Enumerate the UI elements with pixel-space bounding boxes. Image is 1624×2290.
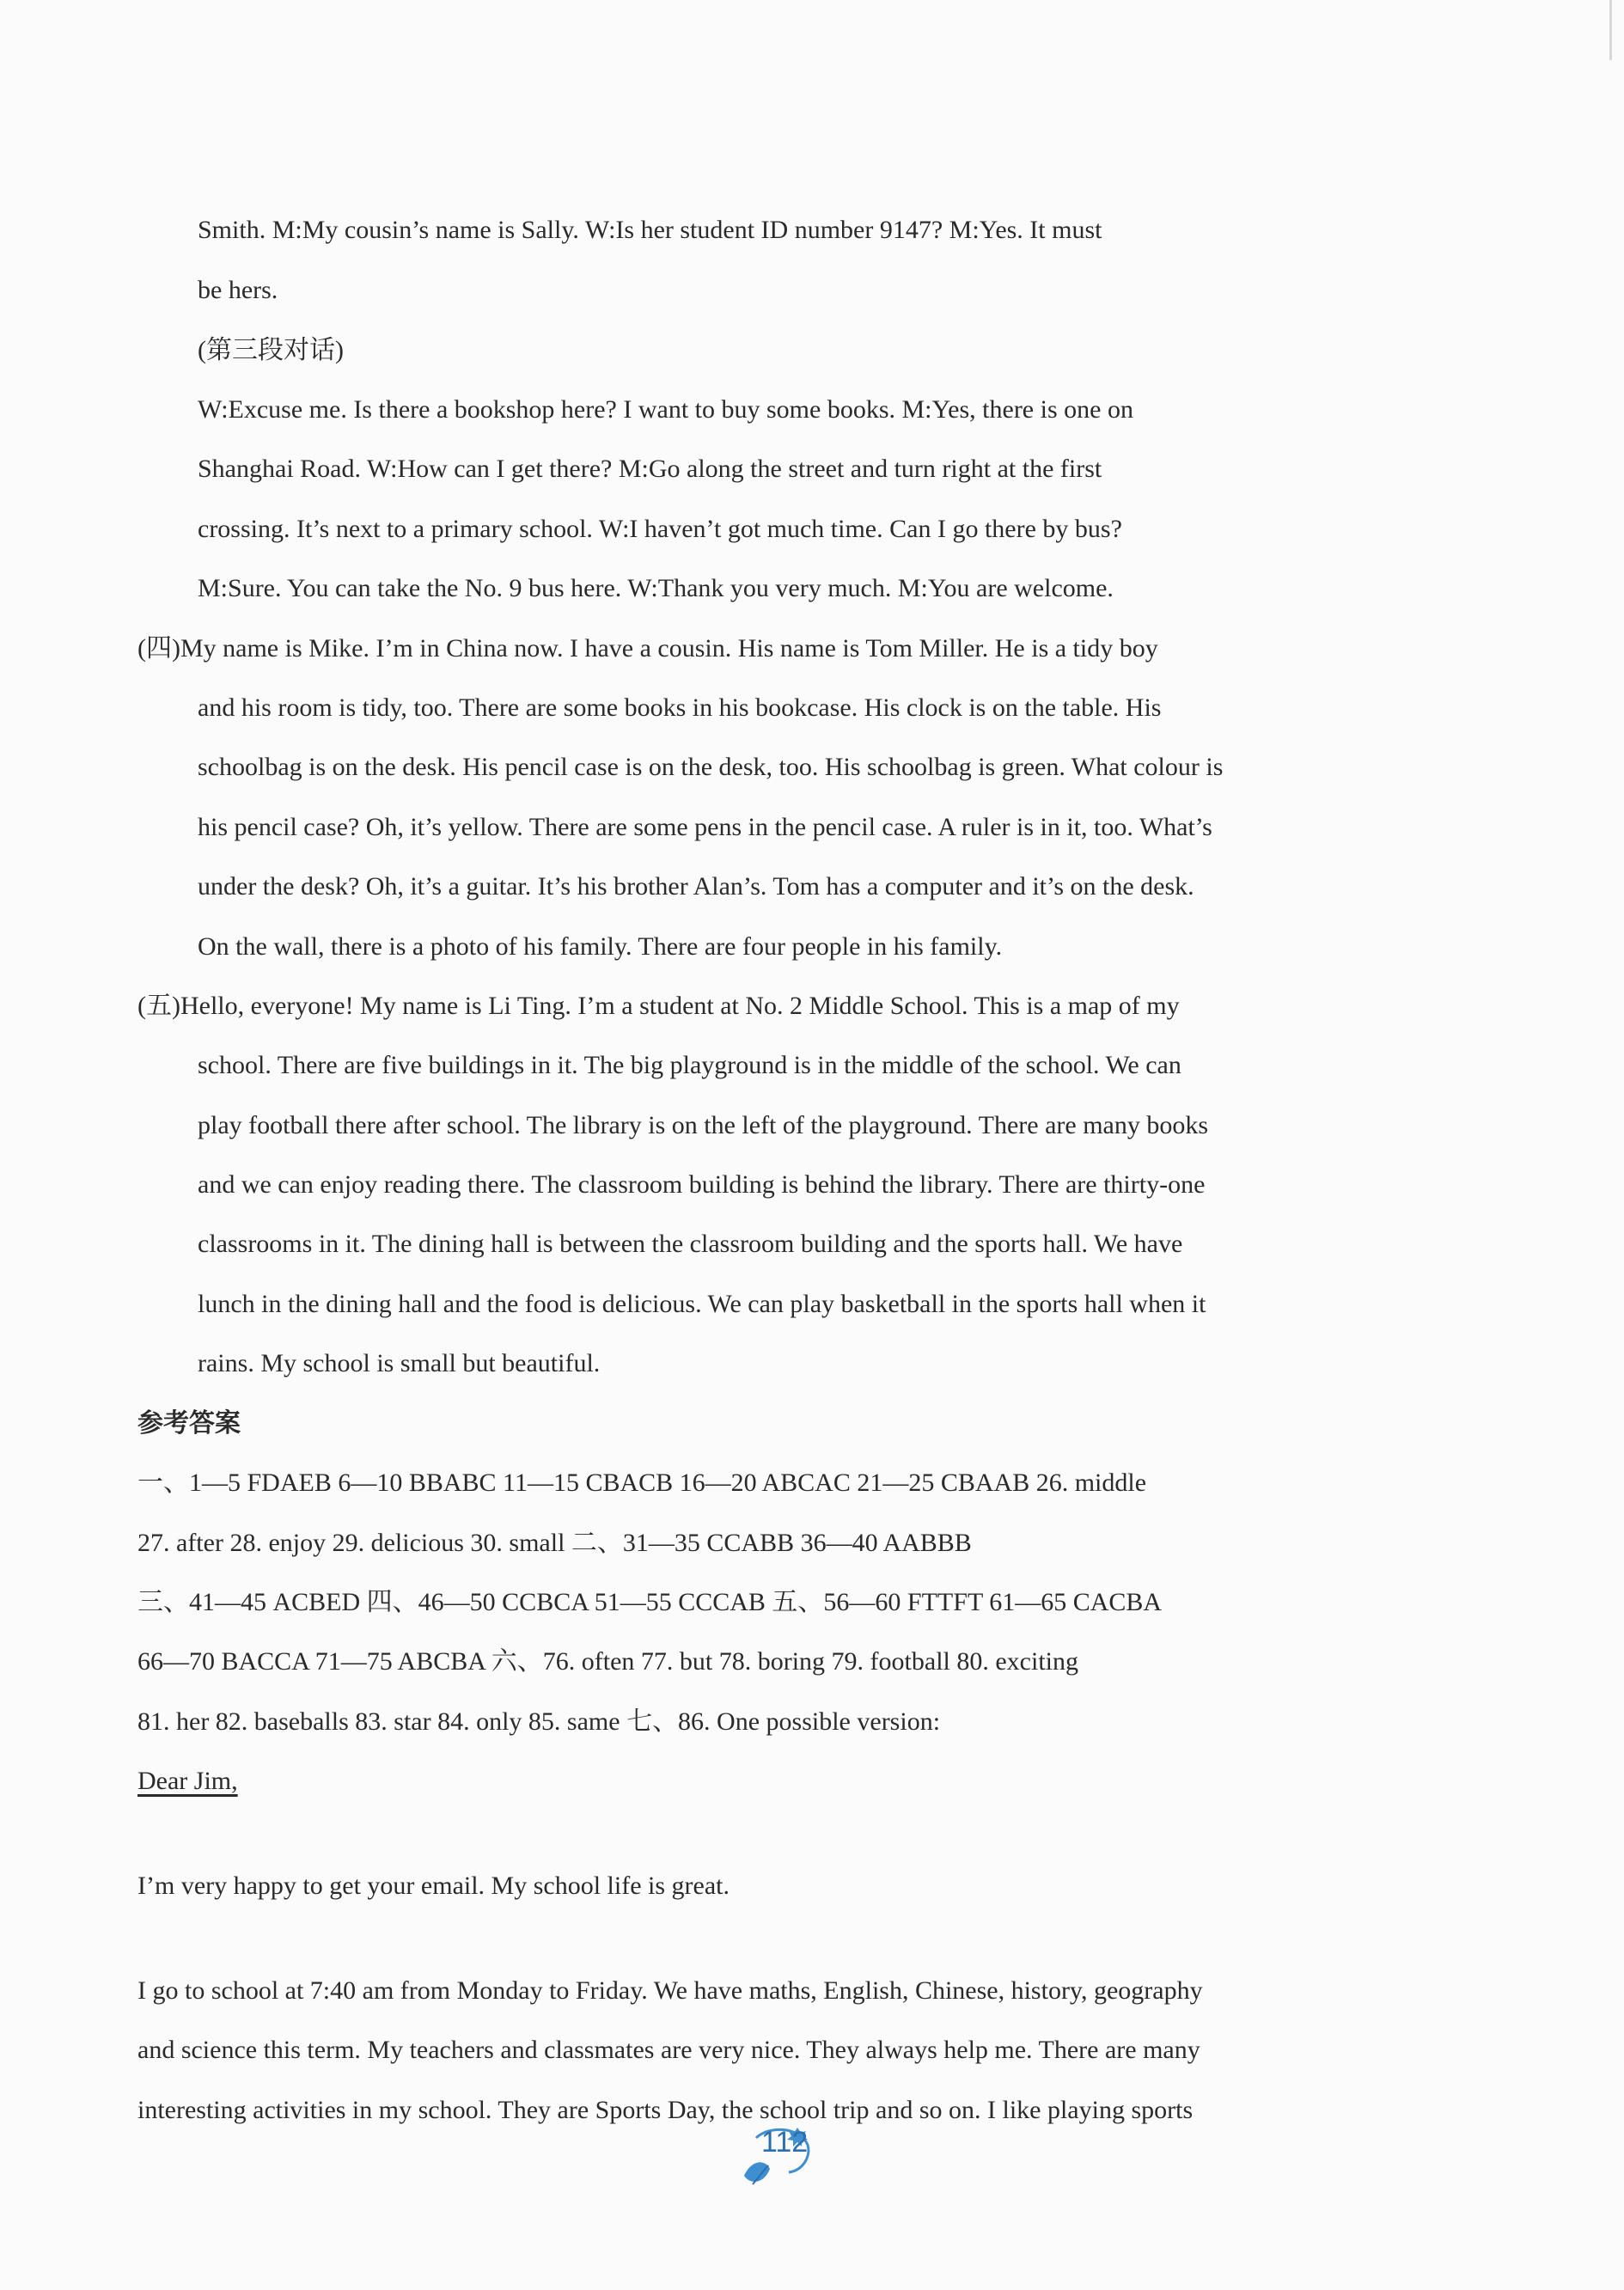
transcript-line: (五)Hello, everyone! My name is Li Ting. I’m a student at No. 2 Middle School. This is a map of my (137, 992, 1180, 1020)
letter-line: I go to school at 7:40 am from Monday to Friday. We have maths, English, Chinese, history, geography (137, 1976, 1203, 2005)
transcript-line: under the desk? Oh, it’s a guitar. It’s his brother Alan’s. Tom has a computer and it’s on the desk. (198, 872, 1194, 901)
page-edge (1609, 0, 1612, 60)
transcript-line: Smith. M:My cousin’s name is Sally. W:Is her student ID number 9147? M:Yes. It must (198, 216, 1102, 244)
answer-line: 三、41—45 ACBED 四、46—50 CCBCA 51—55 CCCAB 五、56—60 FTTFT 61—65 CACBA (137, 1588, 1163, 1616)
section-label: (第三段对话) (198, 336, 344, 364)
transcript-line: lunch in the dining hall and the food is delicious. We can play basketball in the sports hall when it (198, 1290, 1206, 1318)
page-number: 112 (761, 2126, 809, 2159)
page-number-badge (739, 2122, 816, 2191)
transcript-line: schoolbag is on the desk. His pencil case is on the desk, too. His schoolbag is green. What colour is (198, 753, 1224, 781)
answer-line: 一、1—5 FDAEB 6—10 BBABC 11—15 CBACB 16—20 ABCAC 21—25 CBAAB 26. middle (137, 1469, 1147, 1497)
transcript-line: On the wall, there is a photo of his family. There are four people in his family. (198, 932, 1003, 961)
letter-paragraph: I’m very happy to get your email. My school life is great. (137, 1872, 730, 1900)
transcript-line: Shanghai Road. W:How can I get there? M:Go along the street and turn right at the first (198, 455, 1102, 483)
transcript-line: be hers. (198, 276, 278, 304)
answer-line: 81. her 82. baseballs 83. star 84. only 85. same 七、86. One possible version: (137, 1707, 941, 1736)
transcript-line: crossing. It’s next to a primary school. W:I haven’t got much time. Can I go there by bus? (198, 515, 1122, 543)
transcript-line: play football there after school. The library is on the left of the playground. There are many books (198, 1111, 1209, 1139)
transcript-line: M:Sure. You can take the No. 9 bus here. W:Thank you very much. M:You are welcome. (198, 574, 1114, 602)
transcript-line: and his room is tidy, too. There are some books in his bookcase. His clock is on the table. His (198, 693, 1162, 722)
transcript-line: classrooms in it. The dining hall is between the classroom building and the sports hall. We have (198, 1230, 1183, 1258)
answers-heading: 参考答案 (137, 1408, 241, 1438)
answer-line: 66—70 BACCA 71—75 ABCBA 六、76. often 77. but 78. boring 79. football 80. exciting (137, 1647, 1078, 1676)
transcript-line: and we can enjoy reading there. The classroom building is behind the library. There are thirty-one (198, 1170, 1206, 1199)
transcript-line: his pencil case? Oh, it’s yellow. There are some pens in the pencil case. A ruler is in it, too. What’s (198, 813, 1212, 841)
letter-salutation: Dear Jim, (137, 1767, 238, 1795)
transcript-line: W:Excuse me. Is there a bookshop here? I want to buy some books. M:Yes, there is one on (198, 395, 1133, 424)
transcript-line: rains. My school is small but beautiful. (198, 1349, 601, 1377)
letter-line: interesting activities in my school. They are Sports Day, the school trip and so on. I like playing sports (137, 2096, 1194, 2124)
transcript-line: (四)My name is Mike. I’m in China now. I have a cousin. His name is Tom Miller. He is a tidy boy (137, 634, 1158, 663)
letter-line: and science this term. My teachers and classmates are very nice. They always help me. There are many (137, 2036, 1200, 2064)
transcript-line: school. There are five buildings in it. The big playground is in the middle of the school. We can (198, 1051, 1181, 1079)
answer-line: 27. after 28. enjoy 29. delicious 30. small 二、31—35 CCABB 36—40 AABBB (137, 1529, 972, 1557)
